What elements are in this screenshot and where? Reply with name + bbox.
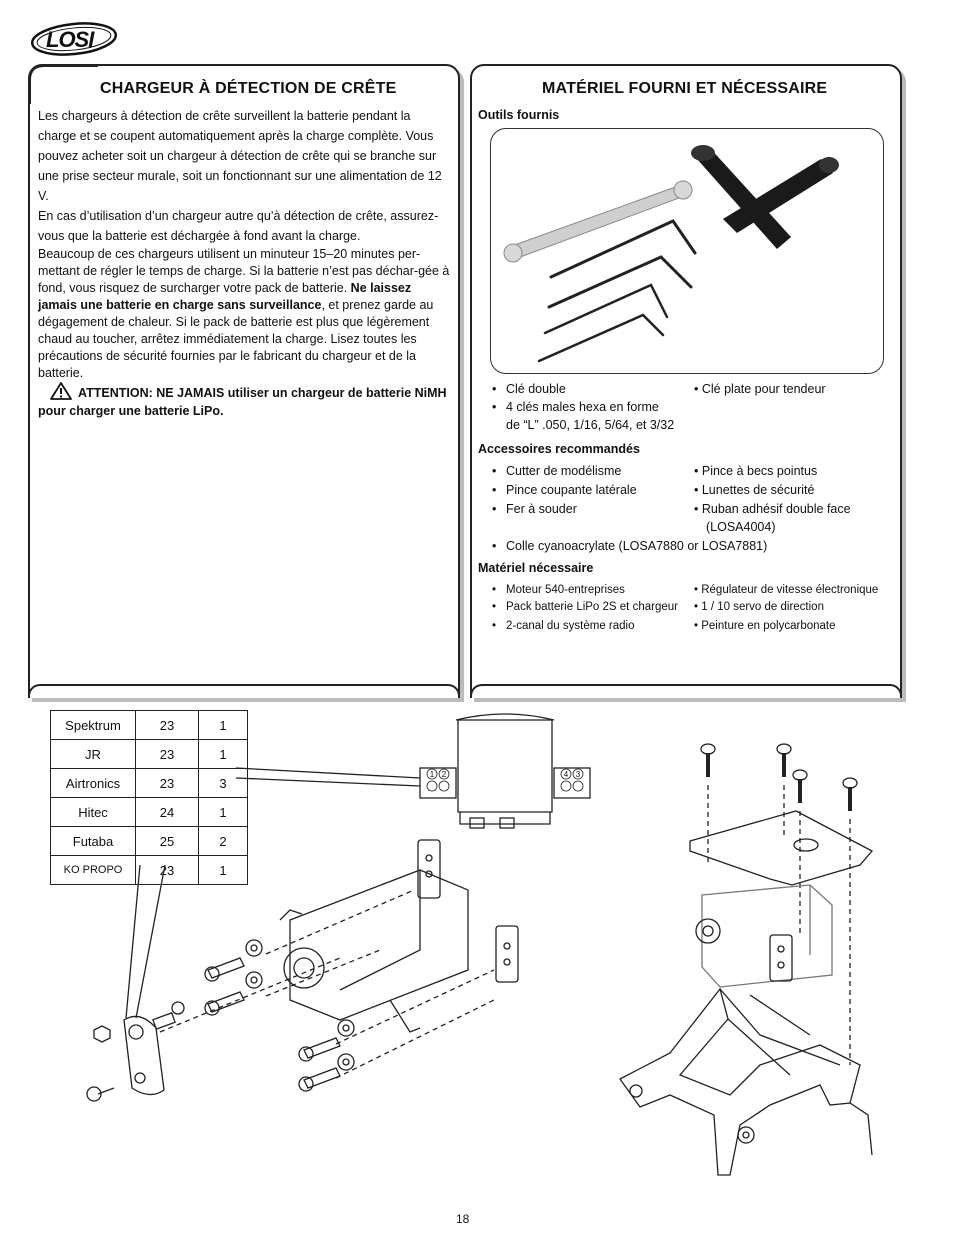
tool-item: • 4 clés males hexa en forme (492, 400, 659, 414)
screw-icon (701, 744, 715, 777)
tools-photo (490, 128, 884, 374)
accessories-list (472, 462, 900, 562)
cross-wrench-icon (691, 145, 839, 249)
tool-item-continued: de “L” .050, 1/16, 5/64, et 3/32 (506, 418, 675, 432)
accessories-heading: Accessoires recommandés (478, 442, 640, 456)
accessory-item: • Colle cyanoacrylate (LOSA7880 or LOSA7881) (492, 539, 768, 553)
charger-p3-text-a: Beaucoup de ces chargeurs utilisent un minuteur 15–20 minutes per-mettant de régler le temps de charge. Si la batterie n’est pas déchar-gée à fond, vous risquez de surcharger votre pack de batterie. (38, 247, 450, 295)
table-row: JR 23 1 (51, 740, 248, 769)
panel-bottom-edge (28, 684, 460, 698)
charger-paragraph-2: En cas d’utilisation d’un chargeur autre qu’à détection de crête, assurez-vous que la batterie est déchargée à fond avant la charge. (38, 209, 439, 243)
required-item: • Pack batterie LiPo 2S et chargeur (492, 601, 678, 613)
chassis-mount-diagram (610, 735, 910, 1185)
screw-icon (299, 1068, 340, 1091)
charger-warning (38, 382, 450, 420)
screw-icon (793, 770, 807, 803)
panel-bottom-edge (470, 684, 902, 698)
charger-p3-bold: Ne laissez jamais une batterie en charge sans surveillance (38, 281, 412, 312)
required-item: • 2-canal du système radio (492, 620, 635, 632)
charger-p3-text-c: , et prenez garde au dégagement de chaleur. Si le pack de batterie est plus que légèrement chaud au toucher, arrêtez immédiatement la charge. Lisez toutes les précautions de sécurité fournies par le fabricant du chargeur et de la batterie. (38, 298, 434, 380)
charger-paragraph-1: Les chargeurs à détection de crête surveillent la batterie pendant la charge et se coupent automatiquement après la charge complète. Vous pouvez acheter soit un chargeur à détection de crête qui se branche sur une prise secteur murale, soit un fonctionnant sur une alimentation de 12 V. (38, 109, 442, 203)
screw-icon (777, 744, 791, 777)
charger-body (38, 106, 450, 420)
accessory-item: • Pince à becs pointus (694, 464, 818, 478)
horn-label: 3 (575, 770, 581, 779)
equipment-title: MATÉRIEL FOURNI ET NÉCESSAIRE (542, 80, 828, 97)
flat-wrench-icon (504, 181, 692, 262)
charger-paragraph-3 (38, 246, 450, 382)
horn-position-labels (420, 766, 600, 796)
warning-text: ATTENTION: NE JAMAIS utiliser un chargeur de batterie NiMH pour charger une batterie LiPo. (38, 386, 447, 418)
accessory-item: • Ruban adhésif double face (694, 502, 851, 516)
hex-keys-icon (539, 221, 695, 361)
screw-icon (843, 778, 857, 811)
tools-illustration (491, 129, 883, 373)
table-row: Hitec 24 1 (51, 798, 248, 827)
tools-list (472, 380, 900, 450)
required-item: • 1 / 10 servo de direction (694, 601, 824, 613)
horn-label: 1 (429, 770, 435, 779)
required-item: • Peinture en polycarbonate (694, 620, 836, 632)
table-row: Airtronics 23 3 (51, 769, 248, 798)
accessory-item: • Fer à souder (492, 502, 577, 516)
accessory-item: • Cutter de modélisme (492, 464, 622, 478)
panel-tab-decoration (28, 64, 98, 104)
warning-icon (50, 382, 72, 400)
page-number: 18 (456, 1212, 470, 1226)
tool-item: • Clé double (492, 382, 566, 396)
required-list (472, 581, 900, 641)
horn-label-group-right (561, 769, 583, 791)
required-item: • Moteur 540-entreprises (492, 584, 625, 596)
accessory-item: • Lunettes de sécurité (694, 483, 815, 497)
table-row: Futaba 25 2 (51, 827, 248, 856)
servo-exploded-diagram (40, 700, 600, 1120)
horn-label: 2 (441, 770, 447, 779)
table-row: KO PROPO 23 1 (51, 856, 248, 885)
tool-item: • Clé plate pour tendeur (694, 382, 826, 396)
required-item: • Régulateur de vitesse électronique (694, 584, 879, 596)
screw-icon (205, 958, 244, 981)
losi-logo (30, 20, 120, 58)
charger-title: CHARGEUR À DÉTECTION DE CRÊTE (100, 80, 397, 97)
accessory-item-continued: (LOSA4004) (706, 520, 776, 534)
charger-panel (28, 64, 460, 698)
required-heading: Matériel nécessaire (478, 561, 594, 575)
accessory-item: • Pince coupante latérale (492, 483, 637, 497)
horn-label-group-left (427, 769, 449, 791)
table-row: Spektrum 23 1 (51, 711, 248, 740)
tools-heading: Outils fournis (478, 108, 560, 122)
screw-icon (299, 1038, 340, 1061)
equipment-panel (470, 64, 902, 698)
svg-text:LOSI: LOSI (46, 27, 94, 52)
horn-label: 4 (563, 770, 569, 779)
